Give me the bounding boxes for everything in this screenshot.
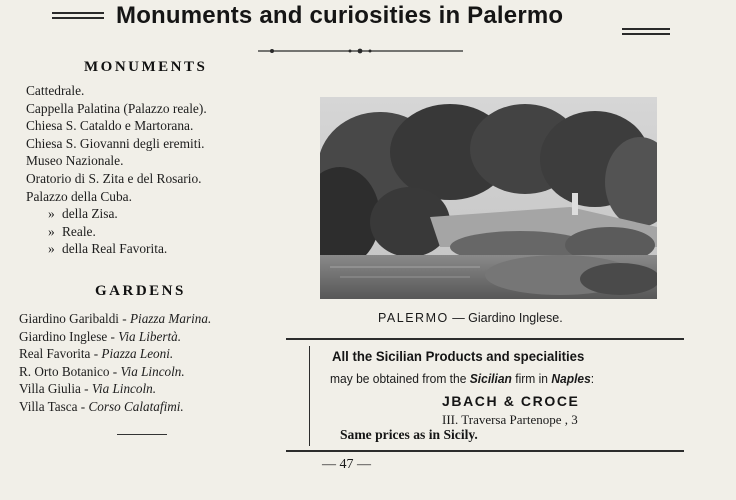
- advert-rule-bottom: [286, 450, 684, 452]
- ditto-mark: »: [48, 241, 55, 257]
- advert-address: III. Traversa Partenope , 3: [442, 412, 578, 427]
- ditto-mark: »: [48, 206, 55, 222]
- title-ornament: [258, 48, 463, 54]
- garden-location: Corso Calatafimi.: [88, 398, 184, 414]
- advert-subline: [330, 371, 594, 386]
- list-item: [26, 240, 207, 258]
- list-item: [26, 205, 207, 223]
- list-item: Museo Nazionale.: [26, 153, 124, 169]
- monuments-list: [26, 82, 207, 258]
- advert-subline-mid: firm in: [515, 371, 548, 386]
- list-item: Cattedrale.: [26, 83, 85, 98]
- list-item: [19, 380, 211, 398]
- list-item: [19, 310, 211, 328]
- advert-subline-end: :: [590, 371, 595, 386]
- garden-name: Villa Giulia -: [19, 381, 89, 397]
- garden-photo-illustration: [320, 97, 657, 299]
- list-item: Chiesa S. Cataldo e Martorana.: [26, 118, 194, 134]
- list-item: [19, 398, 211, 416]
- caption-city: PALERMO: [378, 311, 449, 325]
- gardens-list: [19, 310, 211, 416]
- photo-caption: [378, 311, 563, 325]
- title-rule-left: [52, 12, 104, 19]
- garden-name: Giardino Garibaldi -: [19, 311, 127, 326]
- advert-title: All the Sicilian Products and specialities: [332, 348, 585, 364]
- title-rule-right: [622, 28, 670, 35]
- list-item: Palazzo della Cuba.: [26, 188, 132, 204]
- list-item: Cappella Palatina (Palazzo reale).: [26, 100, 207, 116]
- list-item: Oratorio di S. Zita e del Rosario.: [26, 170, 202, 186]
- page-number: — 47 —: [322, 457, 371, 472]
- gardens-heading: GARDENS: [95, 283, 186, 299]
- advert-rule-top: [286, 338, 684, 340]
- garden-location: Via Lincoln.: [91, 381, 157, 397]
- garden-name: Villa Tasca -: [19, 398, 86, 414]
- advert-same-prices: Same prices as in Sicily.: [340, 427, 478, 442]
- garden-location: Piazza Leoni.: [101, 346, 174, 362]
- advert-subline-sicilian: Sicilian: [469, 371, 512, 386]
- garden-photograph: [320, 97, 657, 299]
- garden-location: Via Libertà.: [118, 328, 182, 344]
- list-item: Chiesa S. Giovanni degli eremiti.: [26, 135, 205, 151]
- advert-side-rule: [309, 346, 310, 446]
- list-item-text: Reale.: [62, 223, 96, 239]
- left-column-rule: [117, 434, 167, 435]
- advert-firm-name: JBACH & CROCE: [442, 393, 580, 409]
- list-item-text: della Real Favorita.: [62, 241, 168, 257]
- garden-location: Via Lincoln.: [120, 363, 185, 379]
- list-item: [19, 328, 211, 346]
- monuments-heading: MONUMENTS: [84, 59, 208, 75]
- garden-name: Giardino Inglese -: [19, 328, 115, 344]
- list-item: [19, 345, 211, 363]
- garden-name: Real Favorita -: [19, 346, 99, 362]
- ditto-mark: »: [48, 223, 55, 239]
- garden-name: R. Orto Botanico -: [19, 363, 118, 379]
- list-item: [19, 363, 211, 381]
- advert-subline-city: Naples: [551, 371, 591, 386]
- list-item-text: della Zisa.: [62, 206, 118, 222]
- advert-subline-text: may be obtained from the: [330, 371, 467, 386]
- caption-text: — Giardino Inglese.: [452, 311, 563, 325]
- list-item: [26, 223, 207, 241]
- page-title: Monuments and curiosities in Palermo: [116, 2, 564, 29]
- garden-location: Piazza Marina.: [129, 311, 212, 326]
